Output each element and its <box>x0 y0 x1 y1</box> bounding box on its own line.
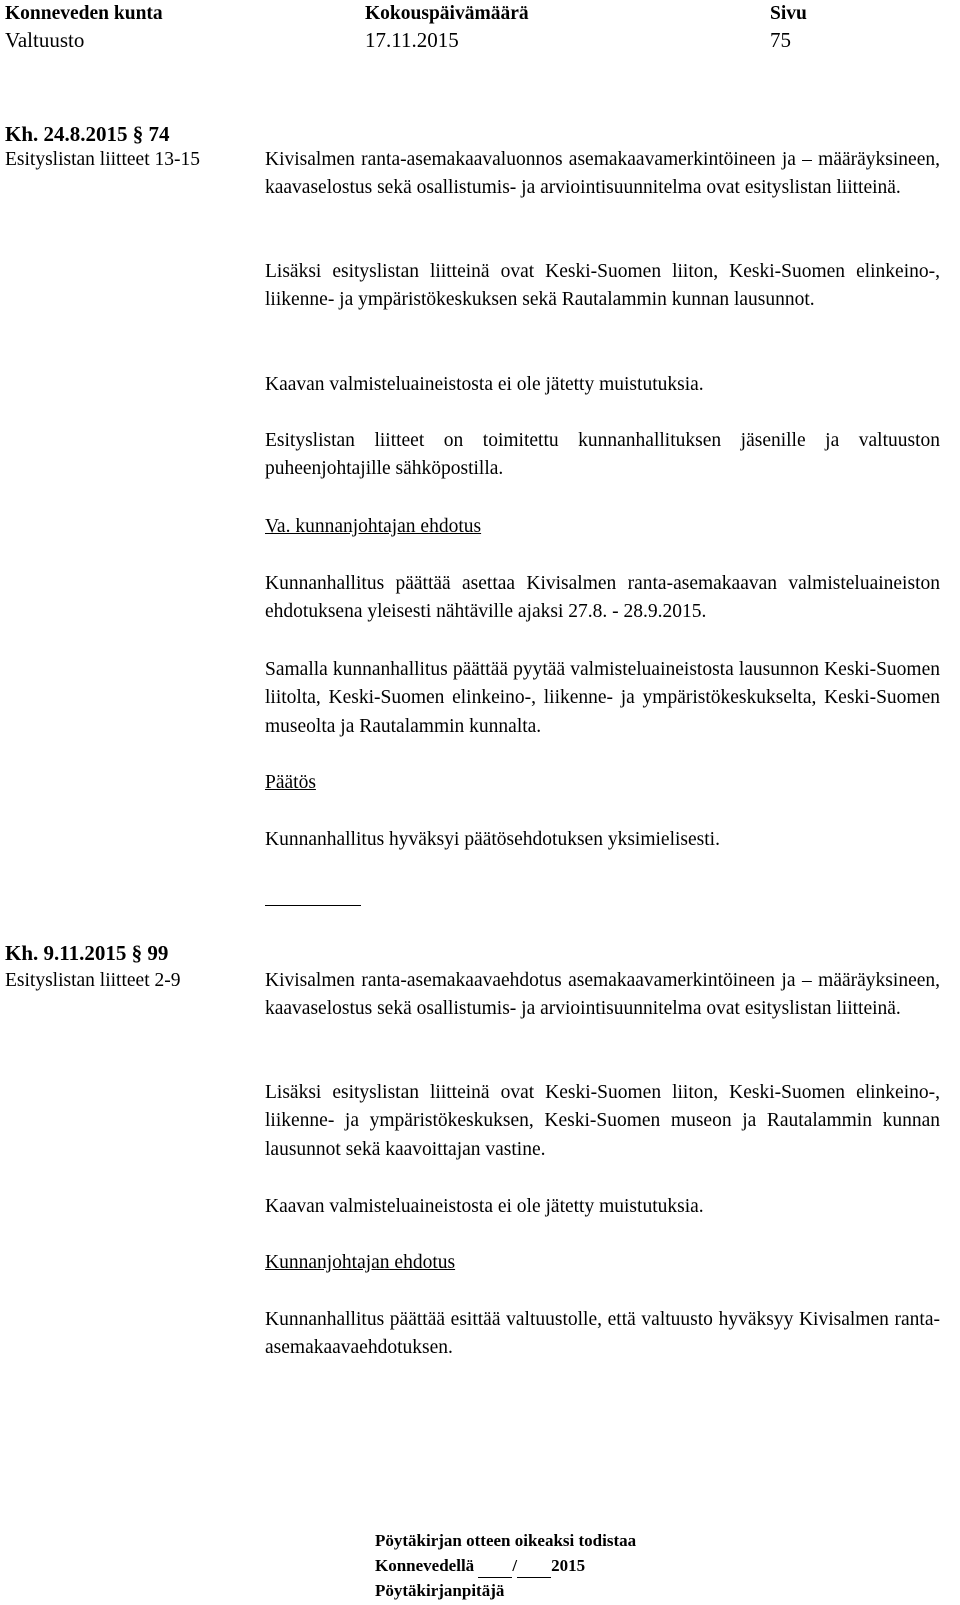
municipality-name: Konneveden kunta <box>5 3 163 24</box>
footer-place: Konnevedellä <box>375 1556 475 1575</box>
section1-paragraph-4: Esityslistan liitteet on toimitettu kunnanhallituksen jäsenille ja valtuuston puheenjohtajille sähköpostilla. <box>265 430 940 480</box>
footer-day-blank <box>478 1559 512 1578</box>
section-sign-icon: § <box>131 941 143 965</box>
footer-secretary: Pöytäkirjanpitäjä <box>375 1581 505 1600</box>
footer-place-date <box>375 1553 705 1578</box>
section2-proposal-label: Kunnanjohtajan ehdotus <box>265 1252 456 1273</box>
section1-heading <box>5 120 170 148</box>
footer-year: 2015 <box>551 1556 586 1575</box>
section1-meeting: Kh. 24.8.2015 <box>5 122 128 146</box>
section2-attachments-label: Esityslistan liitteet 2-9 <box>5 970 181 991</box>
section1-decision-text: Kunnanhallitus hyväksyi päätösehdotuksen yksimielisesti. <box>265 829 720 850</box>
section1-number: 74 <box>148 122 170 146</box>
date-value: 17.11.2015 <box>365 28 459 52</box>
section1-paragraph-5: Kunnanhallitus päättää asettaa Kivisalmen ranta-asemakaavan valmisteluaineiston ehdotuksena yleisesti nähtäville ajaksi 27.8. - 28.9.2015. <box>265 573 940 623</box>
section1-paragraph-6: Samalla kunnanhallitus päättää pyytää valmisteluaineistosta lausunnon Keski-Suomen liitolta, Keski-Suomen elinkeino-, liikenne- ja ympäristökeskukselta, Keski-Suomen museolta ja Rautalammin kunnalta. <box>265 659 940 737</box>
section1-paragraph-1: Kivisalmen ranta-asemakaavaluonnos asemakaavamerkintöineen ja – määräyksineen, kaavaselostus sekä osallistumis- ja arviointisuunnitelma ovat esityslistan liitteinä. <box>265 149 940 199</box>
section2-meeting: Kh. 9.11.2015 <box>5 941 127 965</box>
footer-certification <box>375 1528 705 1603</box>
section1-attachments-label: Esityslistan liitteet 13-15 <box>5 149 200 170</box>
page-number: 75 <box>770 28 791 52</box>
section-sign-icon: § <box>132 122 144 146</box>
section2-paragraph-2: Lisäksi esityslistan liitteinä ovat Keski-Suomen liiton, Keski-Suomen elinkeino-, liikenne- ja ympäristökeskuksen, Keski-Suomen museon ja Rautalammin kunnan lausunnot sekä kaavoittajan vastine. <box>265 1082 940 1160</box>
section1-decision-label: Päätös <box>265 772 316 793</box>
footer-slash: / <box>512 1556 518 1575</box>
section1-paragraph-2: Lisäksi esityslistan liitteinä ovat Keski-Suomen liiton, Keski-Suomen elinkeino-, liikenne- ja ympäristökeskuksen sekä Rautalammin kunnan lausunnot. <box>265 261 940 311</box>
section2-paragraph-1: Kivisalmen ranta-asemakaavaehdotus asemakaavamerkintöineen ja – määräyksineen, kaavaselostus sekä osallistumis- ja arviointisuunnitelma ovat esityslistan liitteinä. <box>265 970 940 1020</box>
section2-heading <box>5 939 168 967</box>
page-label: Sivu <box>770 3 807 24</box>
footer-certification-text: Pöytäkirjan otteen oikeaksi todistaa <box>375 1531 637 1550</box>
footer-month-blank <box>517 1559 551 1578</box>
section2-number: 99 <box>147 941 169 965</box>
section1-paragraph-3: Kaavan valmisteluaineistosta ei ole jätetty muistutuksia. <box>265 374 704 395</box>
body-name: Valtuusto <box>5 28 85 52</box>
section2-paragraph-3: Kaavan valmisteluaineistosta ei ole jätetty muistutuksia. <box>265 1196 704 1217</box>
section2-paragraph-4: Kunnanhallitus päättää esittää valtuustolle, että valtuusto hyväksyy Kivisalmen ranta-asemakaavaehdotuksen. <box>265 1309 940 1359</box>
section1-proposal-label: Va. kunnanjohtajan ehdotus <box>265 516 482 537</box>
separator-line <box>265 905 361 906</box>
date-label: Kokouspäivämäärä <box>365 3 529 24</box>
